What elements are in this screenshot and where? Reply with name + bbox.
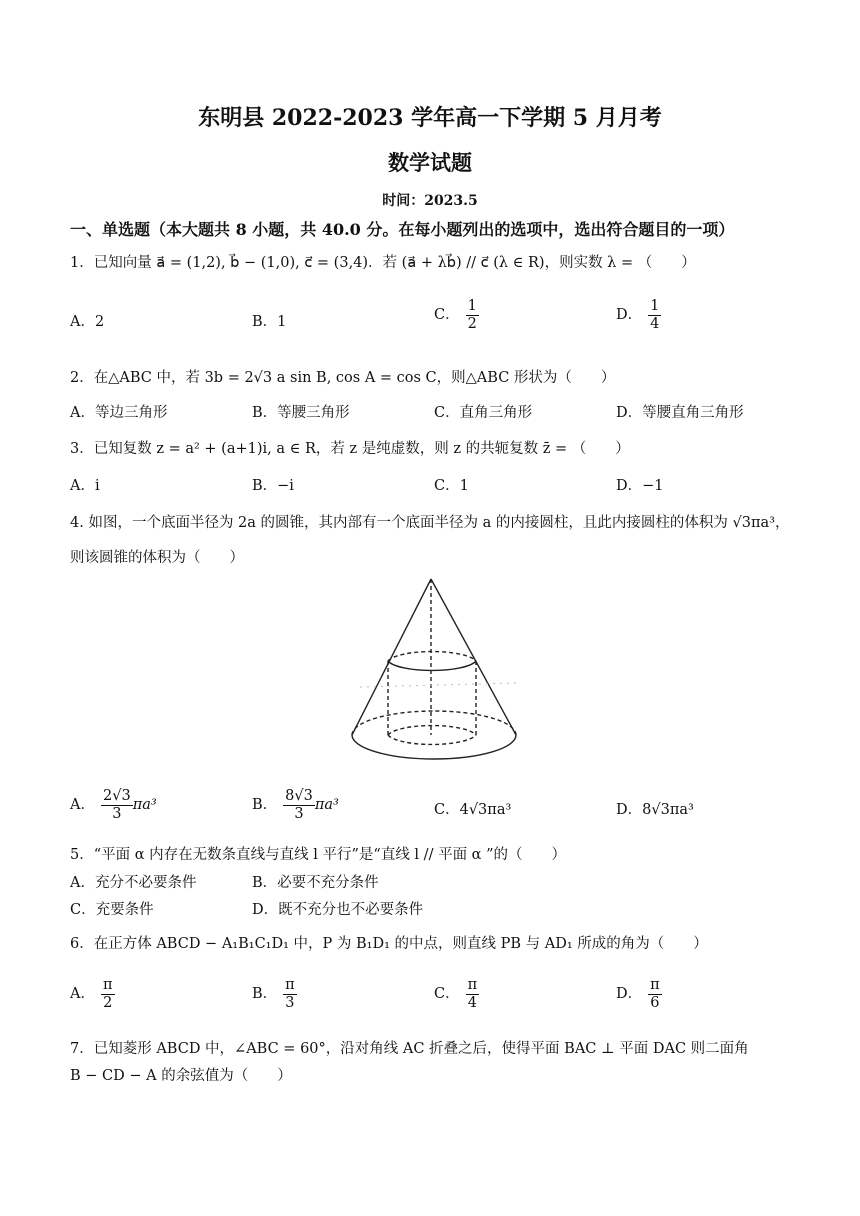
q4-option-d: D．8√3πa³ xyxy=(616,802,694,818)
q5-option-a: A．充分不必要条件 xyxy=(70,875,197,891)
q6-option-d-denominator: 6 xyxy=(650,994,660,1011)
q1-option-c-numerator: 1 xyxy=(467,298,477,314)
exam-time: 时间：2023.5 xyxy=(382,193,478,209)
q5-option-d: D．既不充分也不必要条件 xyxy=(252,902,424,918)
q6-option-a-label: A． xyxy=(70,986,95,1003)
question-5-text: 5．“平面 α 内存在无数条直线与直线 l 平行”是“直线 l // 平面 α ”的（ ） xyxy=(70,847,566,863)
q6-option-a-numerator: π xyxy=(102,977,113,993)
q4-option-a-denominator: 3 xyxy=(112,805,122,822)
q6-option-d-numerator: π xyxy=(650,977,660,993)
q3-option-d: D．−1 xyxy=(616,478,664,494)
cone-base-front xyxy=(352,735,516,759)
question-7-text-line2: B − CD − A 的余弦值为（ ） xyxy=(70,1068,292,1084)
scan-artefact xyxy=(360,683,516,687)
q6-option-b-numerator: π xyxy=(285,977,295,993)
q2-option-b: B．等腰三角形 xyxy=(252,405,350,421)
q6-option-b-fraction xyxy=(283,977,297,1011)
cylinder-top-back xyxy=(388,652,476,661)
q2-option-a: A．等边三角形 xyxy=(70,405,168,421)
exam-title: 东明县 2022-2023 学年高一下学期 5 月月考 xyxy=(198,105,662,131)
q6-option-a-denominator: 2 xyxy=(103,994,113,1011)
cylinder-top-front xyxy=(388,661,476,670)
q2-option-c: C．直角三角形 xyxy=(434,405,533,421)
q1-option-b: B．1 xyxy=(252,314,287,330)
q6-option-c xyxy=(434,977,479,1011)
q3-option-b: B．−i xyxy=(252,478,294,494)
q4-option-a-fraction xyxy=(101,788,133,822)
q4-option-a-tail: πa³ xyxy=(132,797,157,814)
question-4-text-line1: 4. 如图，一个底面半径为 2a 的圆锥，其内部有一个底面半径为 a 的内接圆柱，且此内接圆柱的体积为 √3πa³， xyxy=(70,515,790,531)
q6-option-d-label: D． xyxy=(616,986,643,1003)
question-1-text: 1．已知向量 a⃗ = (1,2), b⃗ − (1,0), c⃗ = (3,4)．若 (a⃗ + λb⃗) // c⃗ (λ ∈ R)，则实数 λ = （ ） xyxy=(70,255,696,271)
q5-option-c: C．充要条件 xyxy=(70,902,154,918)
question-7-text-line1: 7．已知菱形 ABCD 中，∠ABC = 60°，沿对角线 AC 折叠之后，使得平面 BAC ⊥ 平面 DAC 则二面角 xyxy=(70,1041,749,1057)
q4-option-a-label: A． xyxy=(70,797,95,814)
q3-option-c: C．1 xyxy=(434,478,469,494)
q5-option-b: B．必要不充分条件 xyxy=(252,875,379,891)
question-2-text: 2．在△ABC 中，若 3b = 2√3 a sin B, cos A = cos C，则△ABC 形状为（ ） xyxy=(70,370,616,386)
q1-option-d-label: D． xyxy=(616,307,643,324)
cylinder-bottom-front xyxy=(388,735,476,744)
q6-option-b-denominator: 3 xyxy=(285,994,295,1011)
q6-option-c-numerator: π xyxy=(467,977,478,993)
cone-cylinder-figure xyxy=(330,575,550,765)
q1-option-c xyxy=(434,298,479,332)
cylinder-bottom-back xyxy=(388,726,476,735)
q1-option-c-denominator: 2 xyxy=(467,315,477,332)
q6-option-b xyxy=(252,977,297,1011)
q6-option-c-label: C． xyxy=(434,986,460,1003)
question-4-text-line2: 则该圆锥的体积为（ ） xyxy=(70,550,244,566)
q4-option-b-denominator: 3 xyxy=(294,805,304,822)
q4-option-a-numerator: 2√3 xyxy=(102,788,131,804)
cone-left-edge xyxy=(352,579,431,735)
q6-option-b-label: B． xyxy=(252,986,278,1003)
q6-option-c-fraction xyxy=(466,977,480,1011)
exam-subtitle: 数学试题 xyxy=(388,150,472,175)
q6-option-d xyxy=(616,977,662,1011)
q6-option-d-fraction xyxy=(648,977,662,1011)
q3-option-a: A．i xyxy=(70,478,100,494)
q4-option-a xyxy=(70,788,157,822)
q1-option-a: A．2 xyxy=(70,314,105,330)
question-3-text: 3．已知复数 z = a² + (a+1)i, a ∈ R，若 z 是纯虚数，则 z 的共轭复数 z̄ = （ ） xyxy=(70,441,630,457)
q1-option-d-fraction xyxy=(648,298,661,332)
q4-option-b-tail: πa³ xyxy=(314,797,339,814)
q1-option-c-label: C． xyxy=(434,307,460,324)
q6-option-a-fraction xyxy=(101,977,115,1011)
section-heading: 一、单选题（本大题共 8 小题，共 40.0 分。在每小题列出的选项中，选出符合题目的一项） xyxy=(70,220,735,239)
q1-option-d-numerator: 1 xyxy=(650,298,660,314)
cone-base-back xyxy=(352,711,516,735)
q4-option-b-numerator: 8√3 xyxy=(285,788,313,804)
q4-option-b-fraction xyxy=(283,788,315,822)
q2-option-d: D．等腰直角三角形 xyxy=(616,405,744,421)
q6-option-a xyxy=(70,977,115,1011)
question-6-text: 6．在正方体 ABCD − A₁B₁C₁D₁ 中，P 为 B₁D₁ 的中点，则直线 PB 与 AD₁ 所成的角为（ ） xyxy=(70,936,708,952)
q1-option-d xyxy=(616,298,661,332)
q1-option-c-fraction xyxy=(466,298,479,332)
q4-option-c: C．4√3πa³ xyxy=(434,802,512,818)
q4-option-b xyxy=(252,788,339,822)
q4-option-b-label: B． xyxy=(252,797,278,814)
q1-option-d-denominator: 4 xyxy=(650,315,660,332)
q6-option-c-denominator: 4 xyxy=(467,994,477,1011)
